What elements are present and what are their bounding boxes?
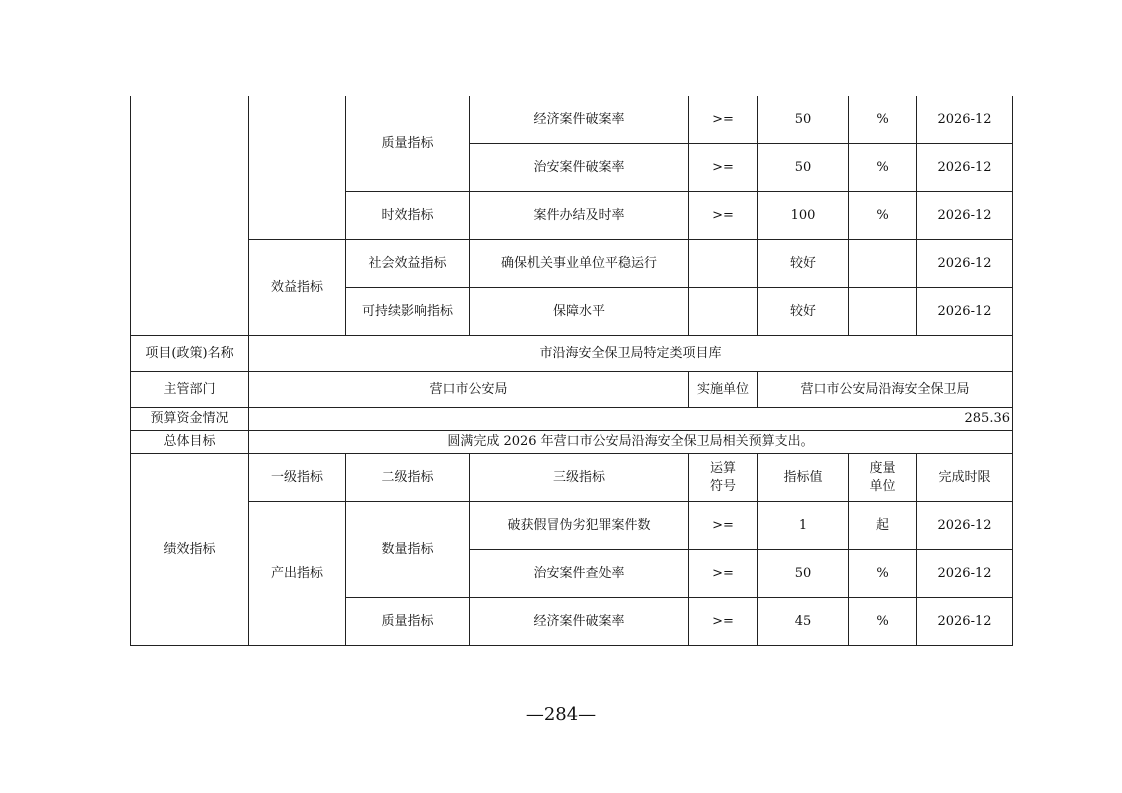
- unit-cell: 起: [849, 502, 917, 550]
- header-level1: 一级指标: [249, 454, 346, 502]
- level3-cell: 经济案件破案率: [470, 96, 689, 144]
- value-cell: 45: [758, 598, 849, 646]
- project-name-label: 项目(政策)名称: [131, 336, 249, 372]
- unit-cell: %: [849, 192, 917, 240]
- level2-cell: 时效指标: [346, 192, 470, 240]
- deadline-cell: 2026-12: [917, 96, 1013, 144]
- level3-cell: 确保机关事业单位平稳运行: [470, 240, 689, 288]
- operator-cell: >=: [689, 144, 758, 192]
- table-row: [131, 502, 1013, 550]
- department-row: [131, 372, 1013, 408]
- department-label: 主管部门: [131, 372, 249, 408]
- level2-cell: 数量指标: [346, 502, 470, 598]
- operator-cell: >=: [689, 598, 758, 646]
- value-cell: 100: [758, 192, 849, 240]
- value-cell: 50: [758, 144, 849, 192]
- deadline-cell: 2026-12: [917, 240, 1013, 288]
- operator-cell: [689, 288, 758, 336]
- value-cell: 较好: [758, 288, 849, 336]
- level2-cell: 质量指标: [346, 598, 470, 646]
- level3-cell: 治安案件破案率: [470, 144, 689, 192]
- level1-cell: 产出指标: [249, 502, 346, 646]
- level3-cell: 经济案件破案率: [470, 598, 689, 646]
- table-row: [131, 240, 1013, 288]
- performance-table: [130, 96, 1013, 646]
- header-operator: 运算 符号: [689, 454, 758, 502]
- unit-cell: [849, 240, 917, 288]
- goal-row: [131, 431, 1013, 454]
- operator-cell: >=: [689, 192, 758, 240]
- header-value: 指标值: [758, 454, 849, 502]
- operator-cell: >=: [689, 502, 758, 550]
- blank-cell: [131, 96, 249, 336]
- value-cell: 1: [758, 502, 849, 550]
- header-deadline: 完成时限: [917, 454, 1013, 502]
- value-cell: 较好: [758, 240, 849, 288]
- budget-value: 285.36: [249, 408, 1013, 431]
- budget-label: 预算资金情况: [131, 408, 249, 431]
- unit-cell: %: [849, 550, 917, 598]
- unit-cell: %: [849, 598, 917, 646]
- table-row: [131, 96, 1013, 144]
- level1-cell: 效益指标: [249, 240, 346, 336]
- deadline-cell: 2026-12: [917, 144, 1013, 192]
- implementer-value: 营口市公安局沿海安全保卫局: [758, 372, 1013, 408]
- unit-cell: [849, 288, 917, 336]
- blank-cell: [249, 96, 346, 240]
- level3-cell: 案件办结及时率: [470, 192, 689, 240]
- page-number: —284—: [525, 704, 597, 725]
- level2-cell: 社会效益指标: [346, 240, 470, 288]
- deadline-cell: 2026-12: [917, 502, 1013, 550]
- project-name-row: [131, 336, 1013, 372]
- deadline-cell: 2026-12: [917, 192, 1013, 240]
- deadline-cell: 2026-12: [917, 550, 1013, 598]
- unit-cell: %: [849, 96, 917, 144]
- header-row: [131, 454, 1013, 502]
- operator-cell: >=: [689, 96, 758, 144]
- budget-row: [131, 408, 1013, 431]
- operator-cell: >=: [689, 550, 758, 598]
- level2-cell: 质量指标: [346, 96, 470, 192]
- unit-cell: %: [849, 144, 917, 192]
- goal-value: 圆满完成 2026 年营口市公安局沿海安全保卫局相关预算支出。: [249, 431, 1013, 454]
- deadline-cell: 2026-12: [917, 598, 1013, 646]
- header-level2: 二级指标: [346, 454, 470, 502]
- implementer-label: 实施单位: [689, 372, 758, 408]
- goal-label: 总体目标: [131, 431, 249, 454]
- performance-label: 绩效指标: [131, 454, 249, 646]
- value-cell: 50: [758, 96, 849, 144]
- deadline-cell: 2026-12: [917, 288, 1013, 336]
- project-name-value: 市沿海安全保卫局特定类项目库: [249, 336, 1013, 372]
- department-value: 营口市公安局: [249, 372, 689, 408]
- header-level3: 三级指标: [470, 454, 689, 502]
- operator-cell: [689, 240, 758, 288]
- level3-cell: 保障水平: [470, 288, 689, 336]
- level3-cell: 治安案件查处率: [470, 550, 689, 598]
- level3-cell: 破获假冒伪劣犯罪案件数: [470, 502, 689, 550]
- level2-cell: 可持续影响指标: [346, 288, 470, 336]
- value-cell: 50: [758, 550, 849, 598]
- header-unit: 度量 单位: [849, 454, 917, 502]
